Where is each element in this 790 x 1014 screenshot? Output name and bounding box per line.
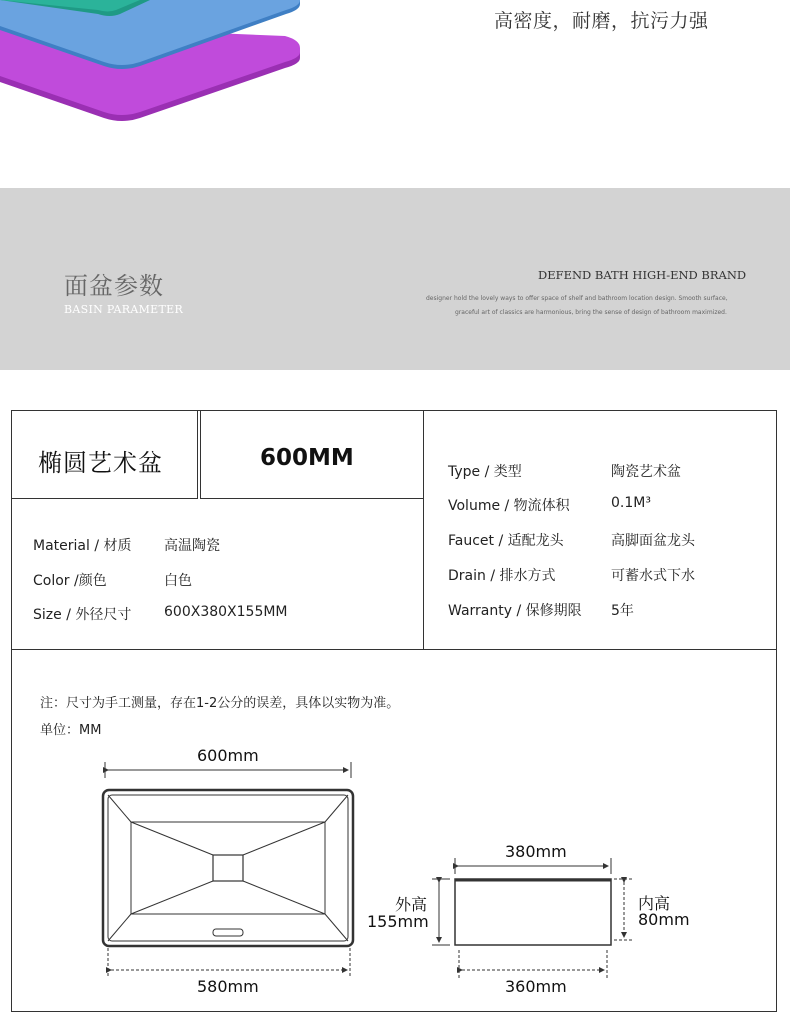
brand-description-line1: designer hold the lovely ways to offer space of shelf and bathroom location design. Smooth surface, (426, 295, 728, 302)
side-width-dimension-bottom (459, 950, 607, 978)
spec-label: Volume / 物流体积 (448, 498, 570, 514)
dim-bottom-width: 580mm (197, 977, 259, 996)
spec-label: Warranty / 保修期限 (448, 603, 582, 619)
dim-top-width: 600mm (197, 746, 259, 765)
spec-value: 600X380X155MM (164, 604, 288, 620)
basin-side-view (455, 879, 611, 945)
width-dimension-bottom (108, 948, 350, 978)
dim-outer-height-label: 外高 (395, 895, 428, 914)
dim-inner-height: 80mm (638, 910, 690, 929)
spec-value: 高温陶瓷 (164, 538, 220, 554)
spec-label: Color /颜色 (33, 573, 107, 589)
spec-label: Size / 外径尺寸 (33, 607, 132, 623)
dimension-diagram (0, 740, 790, 1010)
product-name: 椭圆艺术盆 (38, 449, 163, 477)
measurement-note: 注：尺寸为手工测量，存在1-2公分的误差，具体以实物为准。 (40, 696, 400, 711)
brand-description-line2: graceful art of classics are harmonious, bring the sense of design of bathroom maximized. (455, 309, 727, 316)
spec-value: 陶瓷艺术盆 (611, 464, 681, 480)
spec-value: 高脚面盆龙头 (611, 533, 695, 549)
unit-note: 单位：MM (40, 723, 102, 738)
spec-label: Drain / 排水方式 (448, 568, 556, 584)
table-divider-vertical (423, 411, 424, 649)
inner-height-dimension (614, 879, 632, 940)
banner-subtitle: BASIN PARAMETER (64, 303, 184, 316)
dim-side-top-width: 380mm (505, 842, 567, 861)
dim-side-bottom-width: 360mm (505, 977, 567, 996)
spec-label: Type / 类型 (448, 464, 522, 480)
brand-heading: DEFEND BATH HIGH-END BRAND (538, 268, 747, 282)
outer-height-dimension (432, 879, 450, 945)
banner-title: 面盆参数 (64, 272, 164, 300)
spec-label: Material / 材质 (33, 538, 132, 554)
spec-label: Faucet / 适配龙头 (448, 533, 564, 549)
spec-value: 可蓄水式下水 (611, 568, 695, 584)
dim-inner-height-label: 内高 (638, 894, 671, 913)
table-divider-horizontal (12, 649, 776, 650)
dim-outer-height: 155mm (367, 912, 429, 931)
feature-text: 高密度，耐磨，抗污力强 (494, 10, 709, 32)
basin-top-view (103, 790, 353, 946)
product-size: 600MM (260, 445, 354, 471)
material-layers-illustration (0, 0, 310, 130)
spec-value: 5年 (611, 603, 634, 619)
spec-value: 白色 (164, 573, 192, 589)
spec-value: 0.1M³ (611, 495, 651, 511)
